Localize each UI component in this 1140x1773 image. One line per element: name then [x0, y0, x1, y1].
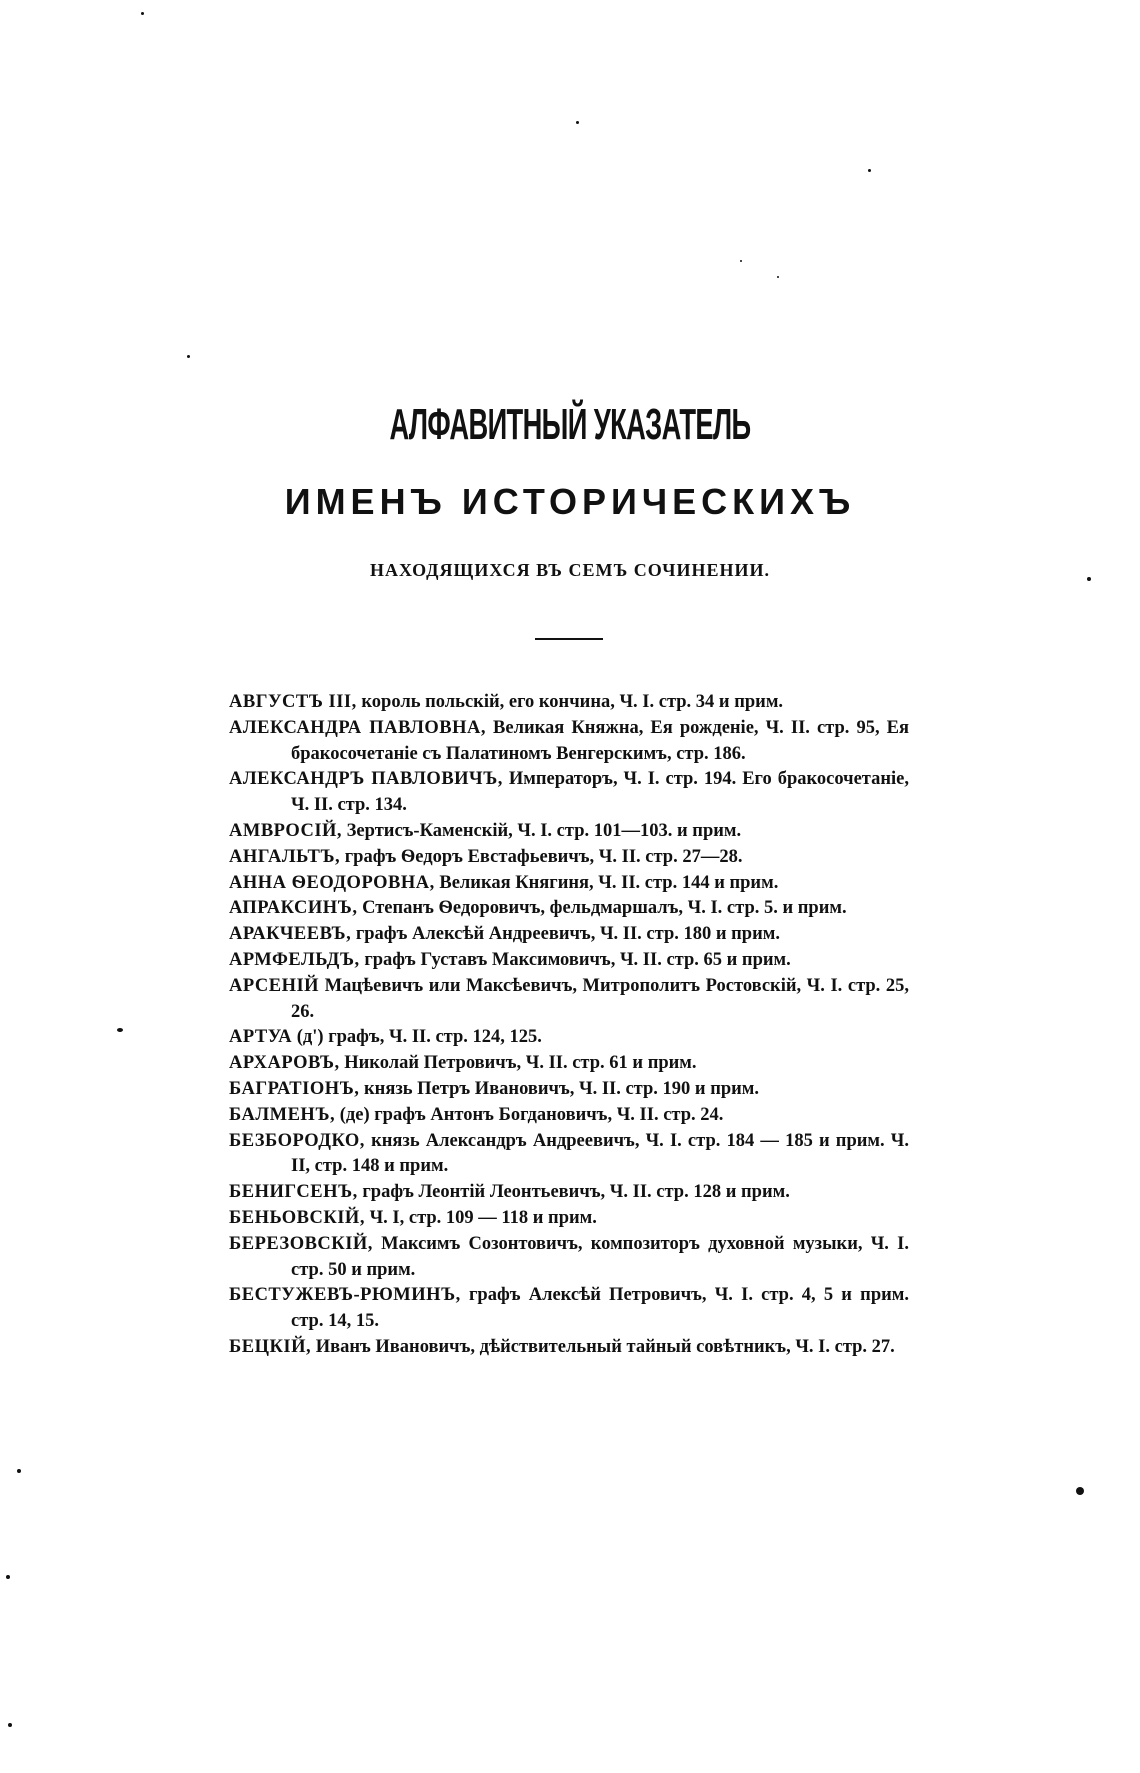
entry-name: АРСЕНІЙ — [229, 975, 320, 996]
index-entry — [229, 1129, 909, 1181]
entry-name: БАГРАТІОНЪ, — [229, 1078, 360, 1099]
entry-desc: Ч. I, стр. 109 — 118 и прим. — [364, 1207, 597, 1228]
index-entry — [229, 948, 909, 974]
entry-name: БЕНИГСЕНЪ, — [229, 1182, 358, 1203]
entry-desc: Великая Княжна, Ея рожденіе, Ч. II. стр. 95, Ея бракосочетаніе съ Палатиномъ Венгерскимъ, стр. 186. — [291, 717, 909, 764]
entry-desc: Степанъ Ѳедоровичъ, фельдмаршалъ, Ч. I. стр. 5. и прим. — [357, 898, 847, 919]
entry-name: АНГАЛЬТЪ, — [229, 846, 341, 867]
entry-name: АРАКЧЕЕВЪ, — [229, 924, 352, 945]
entry-desc: Императоръ, Ч. I. стр. 194. Его бракосочетаніе, Ч. II. стр. 134. — [291, 769, 909, 816]
title-rule — [535, 638, 603, 640]
entry-name: АПРАКСИНЪ, — [229, 898, 358, 919]
index-entry — [229, 819, 909, 845]
index-title: АЛФАВИТНЫЙ УКАЗАТЕЛЬ — [389, 400, 751, 449]
entry-name: БЕНЬОВСКІЙ, — [229, 1207, 365, 1228]
entry-desc: князь Петръ Ивановичъ, Ч. II. стр. 190 и прим. — [359, 1078, 760, 1099]
index-entry — [229, 716, 909, 768]
entry-name: БЕСТУЖЕВЪ-РЮМИНЪ, — [229, 1285, 461, 1306]
index-entry — [229, 1077, 909, 1103]
index-entry — [229, 845, 909, 871]
index-entry — [229, 1025, 909, 1051]
index-entry — [229, 922, 909, 948]
index-entry — [229, 767, 909, 819]
entry-desc: графъ Густавъ Максимовичъ, Ч. II. стр. 65 и прим. — [359, 949, 791, 970]
index-entry — [229, 690, 909, 716]
entry-name: АЛЕКСАНДРЪ ПАВЛОВИЧЪ, — [229, 769, 503, 790]
index-entry — [229, 974, 909, 1026]
index-entry — [229, 1206, 909, 1232]
entry-name: БЕЗБОРОДКО, — [229, 1130, 365, 1151]
entry-desc: Мацѣевичъ или Максѣевичъ, Митрополитъ Ростовскій, Ч. I. стр. 25, 26. — [291, 975, 909, 1022]
index-entry — [229, 1103, 909, 1129]
index-entry — [229, 1051, 909, 1077]
index-subtitle: ИМЕНЪ ИСТОРИЧЕСКИХЪ — [284, 481, 856, 522]
entry-name: БАЛМЕНЪ, — [229, 1104, 336, 1125]
entry-desc: графъ Ѳедоръ Евстафьевичъ, Ч. II. стр. 27—28. — [340, 846, 743, 867]
entry-desc: Максимъ Созонтовичъ, композиторъ духовной музыки, Ч. I. стр. 50 и прим. — [291, 1233, 909, 1280]
entry-desc: Великая Княгиня, Ч. II. стр. 144 и прим. — [434, 872, 779, 893]
index-caption: НАХОДЯЩИХСЯ ВЪ СЕМЪ СОЧИНЕНИИ. — [369, 560, 770, 580]
entry-name: АРХАРОВЪ, — [229, 1053, 340, 1074]
index-entry — [229, 1335, 909, 1361]
index-entries — [229, 690, 909, 1361]
entry-desc: (де) графъ Антонъ Богдановичъ, Ч. II. стр. 24. — [335, 1104, 724, 1125]
entry-desc: графъ Леонтій Леонтьевичъ, Ч. II. стр. 128 и прим. — [357, 1182, 790, 1203]
index-entry — [229, 896, 909, 922]
entry-desc: графъ Алексѣй Петровичъ, Ч. I. стр. 4, 5 и прим. стр. 14, 15. — [291, 1285, 909, 1332]
entry-name: АВГУСТЪ III, — [229, 692, 357, 712]
entry-name: АЛЕКСАНДРА ПАВЛОВНА, — [229, 717, 486, 738]
entry-name: БЕРЕЗОВСКІЙ, — [229, 1233, 373, 1254]
index-entry — [229, 1232, 909, 1284]
entry-desc: графъ Алексѣй Андреевичъ, Ч. II. стр. 180 и прим. — [351, 924, 780, 945]
index-entry — [229, 1283, 909, 1335]
entry-desc: (д') графъ, Ч. II. стр. 124, 125. — [292, 1027, 542, 1048]
entry-desc: Зертисъ-Каменскій, Ч. I. стр. 101—103. и прим. — [342, 820, 742, 841]
entry-desc: король польскій, его кончина, Ч. I. стр. 34 и прим. — [356, 692, 784, 712]
entry-desc: князь Александръ Андреевичъ, Ч. I. стр. 184 — 185 и прим. Ч. II, стр. 148 и прим. — [291, 1130, 909, 1177]
entry-name: АННА ѲЕОДОРОВНА, — [229, 872, 435, 893]
entry-desc: Иванъ Ивановичъ, дѣйствительный тайный совѣтникъ, Ч. I. стр. 27. — [311, 1336, 895, 1357]
index-entry — [229, 871, 909, 897]
entry-name: БЕЦКІЙ, — [229, 1336, 312, 1357]
index-entry — [229, 1180, 909, 1206]
entry-name: АМВРОСІЙ, — [229, 820, 343, 841]
entry-name: АРТУА — [229, 1027, 293, 1048]
entry-name: АРМФЕЛЬДЪ, — [229, 949, 360, 970]
entry-desc: Николай Петровичъ, Ч. II. стр. 61 и прим. — [339, 1053, 697, 1074]
